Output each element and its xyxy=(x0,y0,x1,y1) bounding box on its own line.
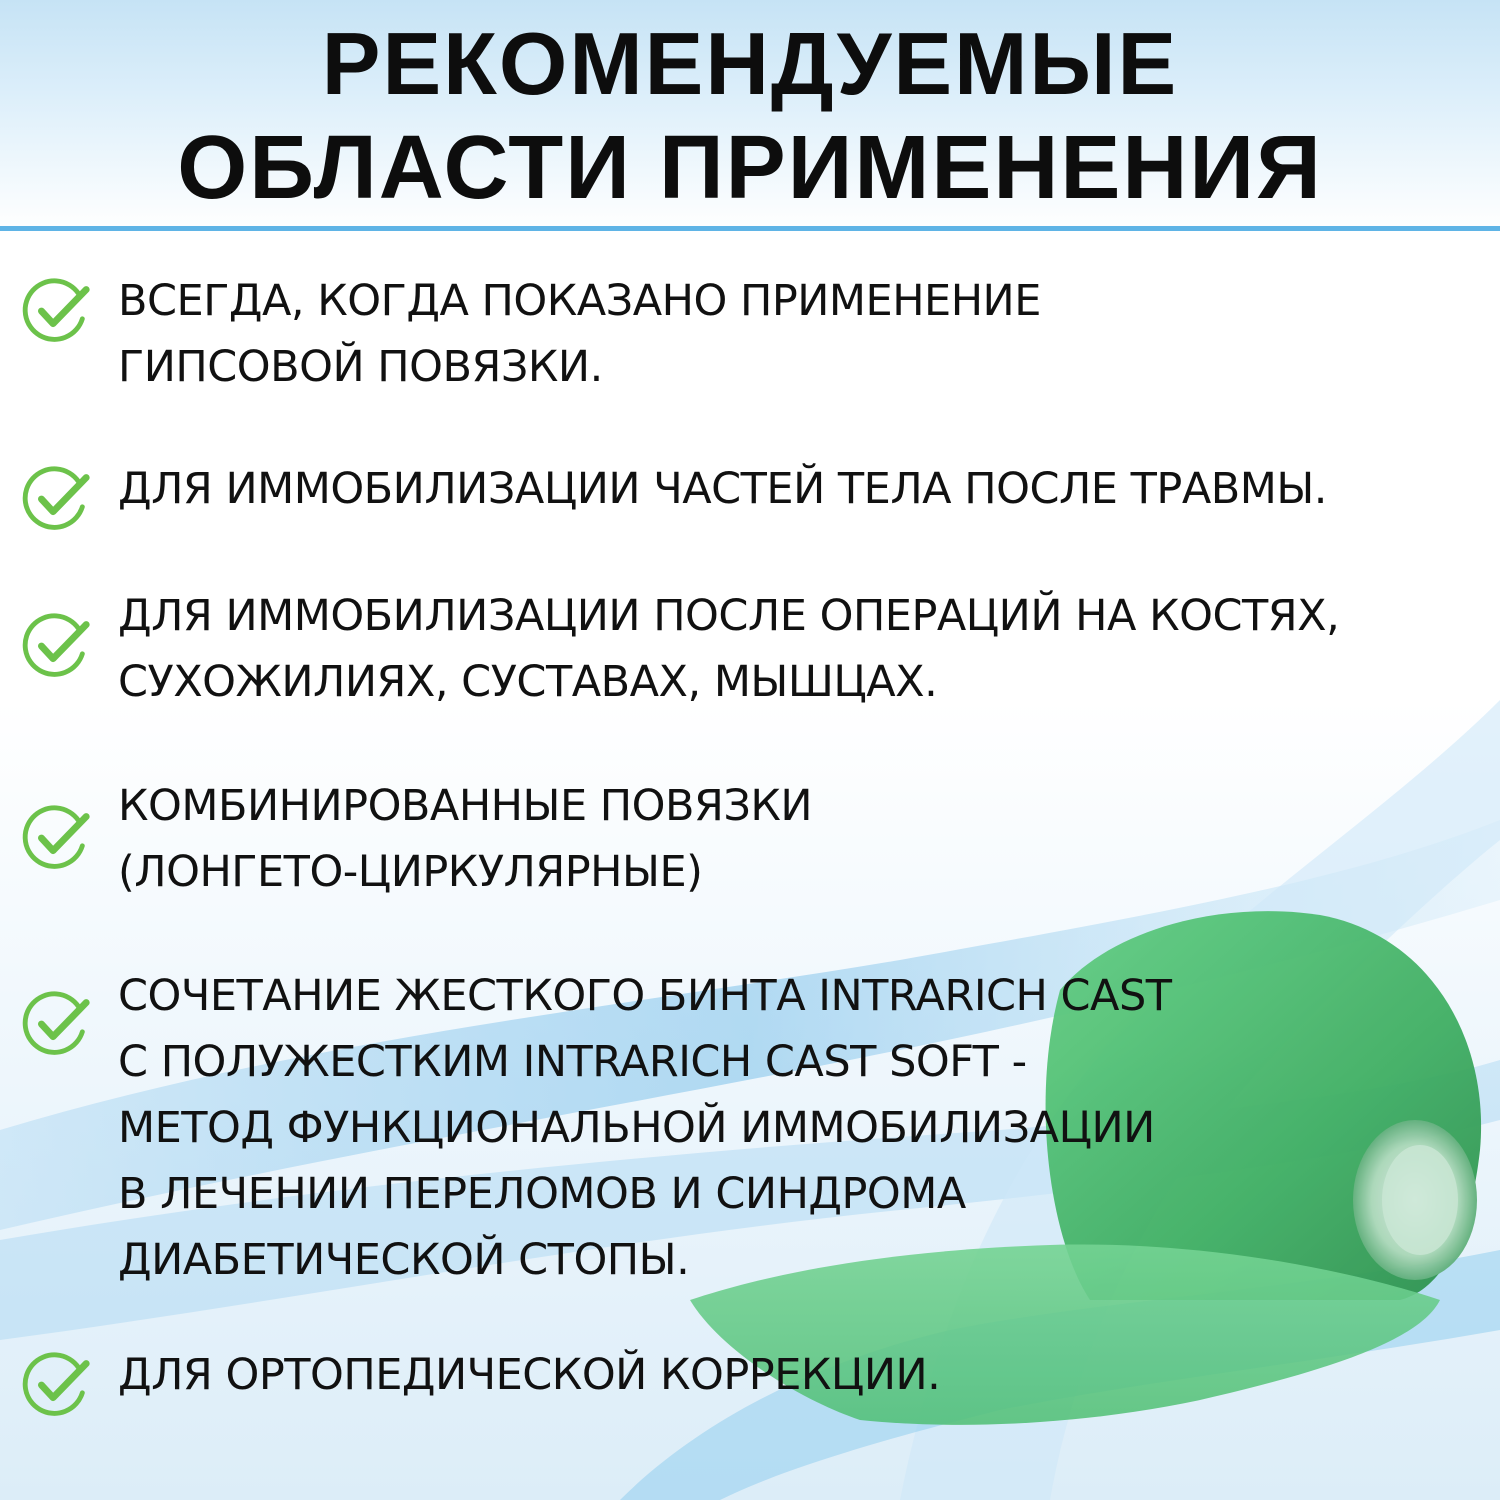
list-item-line: (ЛОНГЕТО-ЦИРКУЛЯРНЫЕ) xyxy=(118,847,703,897)
title-line-1: РЕКОМЕНДУЕМЫЕ xyxy=(321,14,1179,113)
check-circle-icon xyxy=(18,460,96,538)
list-item-line: ДИАБЕТИЧЕСКОЙ СТОПЫ. xyxy=(118,1235,690,1285)
list-item-line: ДЛЯ ИММОБИЛИЗАЦИИ ЧАСТЕЙ ТЕЛА ПОСЛЕ ТРАВМЫ. xyxy=(118,464,1327,514)
list-item-line: В ЛЕЧЕНИИ ПЕРЕЛОМОВ И СИНДРОМА xyxy=(118,1169,966,1219)
list-item-line: СУХОЖИЛИЯХ, СУСТАВАХ, МЫШЦАХ. xyxy=(118,657,938,707)
check-circle-icon xyxy=(18,799,96,877)
check-circle-icon xyxy=(18,1346,96,1424)
list-item-text xyxy=(118,963,1488,1293)
list-item-line: МЕТОД ФУНКЦИОНАЛЬНОЙ ИММОБИЛИЗАЦИИ xyxy=(118,1103,1155,1153)
list-item-line: ДЛЯ ИММОБИЛИЗАЦИИ ПОСЛЕ ОПЕРАЦИЙ НА КОСТЯХ, xyxy=(118,591,1340,641)
list-item-line: ГИПСОВОЙ ПОВЯЗКИ. xyxy=(118,342,603,392)
list-item-text xyxy=(118,268,1488,400)
list-item-line: КОМБИНИРОВАННЫЕ ПОВЯЗКИ xyxy=(118,781,813,831)
list-item-text xyxy=(118,773,1488,905)
list-item-line: СОЧЕТАНИЕ ЖЕСТКОГО БИНТА INTRARICH CAST xyxy=(118,971,1172,1021)
list-item-line: ВСЕГДА, КОГДА ПОКАЗАНО ПРИМЕНЕНИЕ xyxy=(118,276,1041,326)
list-item-text xyxy=(118,583,1488,715)
title-line-2: ОБЛАСТИ ПРИМЕНЕНИЯ xyxy=(177,118,1323,218)
check-circle-icon xyxy=(18,272,96,350)
list-item-line: С ПОЛУЖЕСТКИМ INTRARICH CAST SOFT - xyxy=(118,1037,1027,1087)
list-item-line: ДЛЯ ОРТОПЕДИЧЕСКОЙ КОРРЕКЦИИ. xyxy=(118,1350,941,1400)
list-item-text xyxy=(118,456,1488,522)
check-circle-icon xyxy=(18,607,96,685)
list-item-text xyxy=(118,1342,1488,1408)
check-circle-icon xyxy=(18,985,96,1063)
